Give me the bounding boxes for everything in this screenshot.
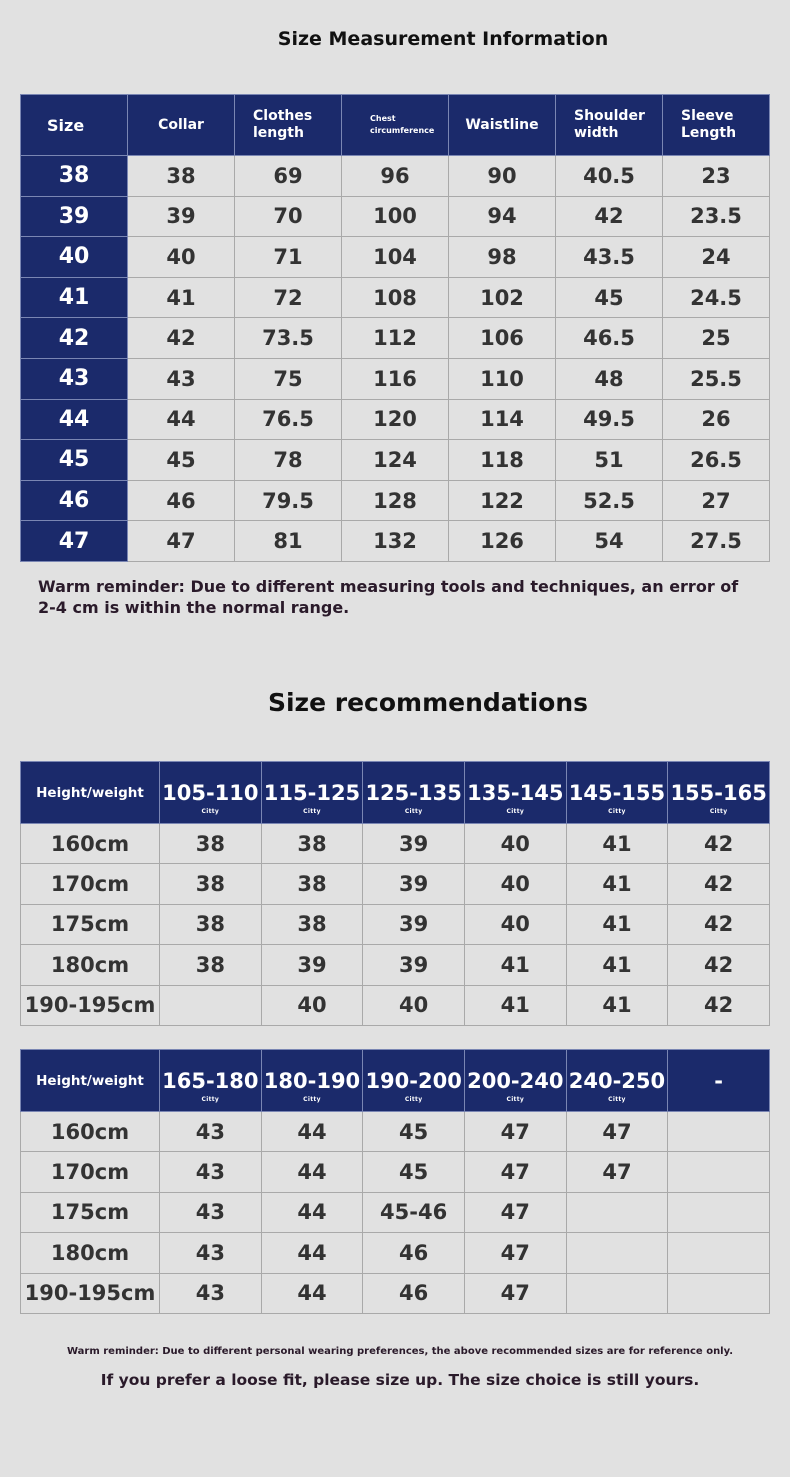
size-cell: 44 <box>21 399 128 440</box>
header-weight-range <box>160 1050 262 1112</box>
measurement-cell: 24 <box>663 237 770 278</box>
height-cell: 180cm <box>21 945 160 985</box>
measurement-cell: 126 <box>449 521 556 562</box>
measurement-cell: 52.5 <box>556 480 663 521</box>
measurement-cell: 25.5 <box>663 358 770 399</box>
recommended-size-cell: 41 <box>464 945 566 985</box>
size-recommendation-table-2 <box>20 1049 770 1314</box>
measurement-cell: 48 <box>556 358 663 399</box>
recommended-size-cell: 47 <box>464 1112 566 1152</box>
measurement-cell: 124 <box>342 440 449 481</box>
recommended-size-cell: 44 <box>261 1233 363 1273</box>
recommended-size-cell: 39 <box>363 945 465 985</box>
recommended-size-cell: 46 <box>363 1233 465 1273</box>
table-row <box>21 1152 770 1192</box>
size-up-note: If you prefer a loose fit, please size up. The size choice is still yours. <box>100 1371 700 1389</box>
measurement-cell: 102 <box>449 277 556 318</box>
measurement-cell: 79.5 <box>235 480 342 521</box>
measurement-cell: 26 <box>663 399 770 440</box>
measurement-cell: 23.5 <box>663 196 770 237</box>
table-row <box>21 904 770 944</box>
header-chest-circumference: Chest circumference <box>342 95 449 156</box>
watermark-label: Citty <box>201 1096 220 1103</box>
measurement-title: Size Measurement Information <box>277 28 609 50</box>
recommended-size-cell: 41 <box>566 904 668 944</box>
measurement-cell: 81 <box>235 521 342 562</box>
recommended-size-cell: 44 <box>261 1192 363 1232</box>
measurement-cell: 27.5 <box>663 521 770 562</box>
measurement-cell: 104 <box>342 237 449 278</box>
recommendation-reminder: Warm reminder: Due to different personal wearing preferences, the above recommended sizes are for reference only. <box>66 1346 734 1357</box>
measurement-cell: 51 <box>556 440 663 481</box>
header-waistline: Waistline <box>449 95 556 156</box>
table-row <box>21 399 770 440</box>
header-weight-range <box>363 1050 465 1112</box>
measurement-cell: 43 <box>128 358 235 399</box>
measurement-cell: 54 <box>556 521 663 562</box>
size-cell: 41 <box>21 277 128 318</box>
header-weight-range <box>261 762 363 824</box>
watermark-label: Citty <box>608 1096 626 1103</box>
measurement-cell: 100 <box>342 196 449 237</box>
measurement-cell: 71 <box>235 237 342 278</box>
measurement-cell: 76.5 <box>235 399 342 440</box>
measurement-cell: 94 <box>449 196 556 237</box>
recommended-size-cell <box>566 1233 668 1273</box>
height-cell: 175cm <box>21 904 160 944</box>
table-header-row <box>21 1050 770 1112</box>
watermark-label: Citty <box>404 1096 423 1103</box>
header-height-weight <box>21 1050 160 1112</box>
recommended-size-cell: 40 <box>464 864 566 904</box>
recommended-size-cell: 46 <box>363 1273 465 1313</box>
recommended-size-cell: 42 <box>668 864 770 904</box>
size-recommendation-table-1 <box>20 761 770 1026</box>
header-label: 115-125 <box>263 780 361 805</box>
measurement-cell: 44 <box>128 399 235 440</box>
recommended-size-cell <box>668 1233 770 1273</box>
header-label: 165-180 <box>162 1068 259 1093</box>
recommended-size-cell: 45 <box>363 1112 465 1152</box>
measurement-cell: 26.5 <box>663 440 770 481</box>
watermark-label: Citty <box>506 808 525 815</box>
header-weight-range <box>160 762 262 824</box>
table-row <box>21 277 770 318</box>
height-cell: 160cm <box>21 1112 160 1152</box>
measurement-cell: 122 <box>449 480 556 521</box>
recommended-size-cell <box>668 1192 770 1232</box>
table-row <box>21 824 770 864</box>
recommended-size-cell: 40 <box>464 904 566 944</box>
height-cell: 175cm <box>21 1192 160 1232</box>
header-height-weight <box>21 762 160 824</box>
recommended-size-cell <box>566 1192 668 1232</box>
measurement-cell: 49.5 <box>556 399 663 440</box>
recommended-size-cell: 47 <box>566 1152 668 1192</box>
height-cell: 170cm <box>21 1152 160 1192</box>
header-label: 105-110 <box>162 780 259 805</box>
recommended-size-cell: 43 <box>160 1112 262 1152</box>
recommended-size-cell: 47 <box>566 1112 668 1152</box>
measurement-cell: 40.5 <box>556 156 663 197</box>
header-label: 135-145 <box>467 780 564 805</box>
header-shoulder-width: Shoulder width <box>556 95 663 156</box>
recommended-size-cell: 38 <box>160 904 262 944</box>
header-sleeve-length: Sleeve Length <box>663 95 770 156</box>
header-label: Height/weight <box>36 1072 144 1089</box>
recommended-size-cell: 44 <box>261 1152 363 1192</box>
recommended-size-cell: 47 <box>464 1192 566 1232</box>
table-row <box>21 156 770 197</box>
header-weight-range <box>566 1050 668 1112</box>
header-weight-range <box>566 762 668 824</box>
recommended-size-cell: 47 <box>464 1273 566 1313</box>
measurement-cell: 47 <box>128 521 235 562</box>
recommended-size-cell: 43 <box>160 1273 262 1313</box>
measurement-cell: 45 <box>556 277 663 318</box>
size-cell: 42 <box>21 318 128 359</box>
measurement-cell: 41 <box>128 277 235 318</box>
recommended-size-cell: 45 <box>363 1152 465 1192</box>
measurement-cell: 114 <box>449 399 556 440</box>
measurement-cell: 116 <box>342 358 449 399</box>
size-cell: 40 <box>21 237 128 278</box>
measurement-cell: 25 <box>663 318 770 359</box>
size-cell: 46 <box>21 480 128 521</box>
measurement-cell: 128 <box>342 480 449 521</box>
measurement-cell: 112 <box>342 318 449 359</box>
recommended-size-cell: 39 <box>363 824 465 864</box>
recommended-size-cell: 42 <box>668 824 770 864</box>
recommended-size-cell: 39 <box>363 864 465 904</box>
recommended-size-cell: 38 <box>261 824 363 864</box>
recommended-size-cell: 38 <box>160 824 262 864</box>
recommended-size-cell: 40 <box>261 985 363 1025</box>
header-weight-range <box>464 1050 566 1112</box>
table-row <box>21 1112 770 1152</box>
header-collar: Collar <box>128 95 235 156</box>
recommended-size-cell: 42 <box>668 945 770 985</box>
measurement-cell: 45 <box>128 440 235 481</box>
table-row <box>21 864 770 904</box>
recommended-size-cell: 42 <box>668 904 770 944</box>
header-label: 200-240 <box>467 1068 564 1093</box>
size-cell: 39 <box>21 196 128 237</box>
measurement-cell: 38 <box>128 156 235 197</box>
measurement-cell: 43.5 <box>556 237 663 278</box>
measurement-cell: 27 <box>663 480 770 521</box>
measurement-cell: 46.5 <box>556 318 663 359</box>
measurement-cell: 106 <box>449 318 556 359</box>
table-row <box>21 1233 770 1273</box>
table-row <box>21 985 770 1025</box>
recommended-size-cell: 41 <box>566 985 668 1025</box>
header-weight-range <box>363 762 465 824</box>
measurement-cell: 42 <box>556 196 663 237</box>
recommended-size-cell: 41 <box>464 985 566 1025</box>
header-label: 180-190 <box>263 1068 361 1093</box>
header-label: 240-250 <box>568 1068 666 1093</box>
size-cell: 38 <box>21 156 128 197</box>
watermark-label: Citty <box>506 1096 525 1103</box>
measurement-cell: 90 <box>449 156 556 197</box>
recommended-size-cell <box>668 1273 770 1313</box>
size-cell: 43 <box>21 358 128 399</box>
header-clothes-length: Clothes length <box>235 95 342 156</box>
header-label: Height/weight <box>36 784 144 801</box>
table-row <box>21 480 770 521</box>
measurement-cell: 132 <box>342 521 449 562</box>
watermark-label: Citty <box>303 808 321 815</box>
recommended-size-cell <box>668 1152 770 1192</box>
table-row <box>21 945 770 985</box>
measurement-cell: 98 <box>449 237 556 278</box>
measurement-cell: 24.5 <box>663 277 770 318</box>
header-weight-range <box>261 1050 363 1112</box>
measurement-reminder: Warm reminder: Due to different measuring tools and techniques, an error of 2-4 cm is within the normal range. <box>38 577 739 617</box>
table-row <box>21 440 770 481</box>
measurement-cell: 110 <box>449 358 556 399</box>
measurement-cell: 70 <box>235 196 342 237</box>
header-label: 145-155 <box>568 780 666 805</box>
watermark-label: Citty <box>201 808 220 815</box>
header-weight-range <box>668 762 770 824</box>
header-label: - <box>714 1068 723 1093</box>
watermark-label: Citty <box>709 808 728 815</box>
measurement-cell: 42 <box>128 318 235 359</box>
recommended-size-cell <box>668 1112 770 1152</box>
height-cell: 170cm <box>21 864 160 904</box>
recommended-size-cell: 45-46 <box>363 1192 465 1232</box>
measurement-cell: 73.5 <box>235 318 342 359</box>
measurement-cell: 78 <box>235 440 342 481</box>
recommended-size-cell: 38 <box>160 945 262 985</box>
recommended-size-cell: 38 <box>261 864 363 904</box>
table-header-row <box>21 95 770 156</box>
measurement-cell: 96 <box>342 156 449 197</box>
recommended-size-cell: 41 <box>566 945 668 985</box>
recommended-size-cell: 44 <box>261 1112 363 1152</box>
size-measurement-table <box>20 94 770 562</box>
measurement-cell: 39 <box>128 196 235 237</box>
recommended-size-cell: 38 <box>261 904 363 944</box>
table-row <box>21 318 770 359</box>
measurement-cell: 108 <box>342 277 449 318</box>
measurement-cell: 46 <box>128 480 235 521</box>
recommended-size-cell: 41 <box>566 824 668 864</box>
height-cell: 190-195cm <box>21 1273 160 1313</box>
recommended-size-cell: 43 <box>160 1233 262 1273</box>
measurement-cell: 23 <box>663 156 770 197</box>
measurement-cell: 120 <box>342 399 449 440</box>
watermark-label: Citty <box>303 1096 321 1103</box>
table-row <box>21 521 770 562</box>
measurement-cell: 40 <box>128 237 235 278</box>
recommended-size-cell: 42 <box>668 985 770 1025</box>
watermark-label: Citty <box>404 808 423 815</box>
recommended-size-cell: 38 <box>160 864 262 904</box>
header-label: 190-200 <box>365 1068 462 1093</box>
height-cell: 180cm <box>21 1233 160 1273</box>
recommended-size-cell: 41 <box>566 864 668 904</box>
measurement-cell: 72 <box>235 277 342 318</box>
watermark-label: Citty <box>608 808 626 815</box>
recommended-size-cell: 43 <box>160 1192 262 1232</box>
recommended-size-cell: 40 <box>363 985 465 1025</box>
size-cell: 45 <box>21 440 128 481</box>
table-row <box>21 196 770 237</box>
recommended-size-cell: 47 <box>464 1152 566 1192</box>
header-size: Size <box>21 95 128 156</box>
table-row <box>21 237 770 278</box>
recommended-size-cell <box>160 985 262 1025</box>
recommended-size-cell <box>566 1273 668 1313</box>
table-row <box>21 358 770 399</box>
recommended-size-cell: 43 <box>160 1152 262 1192</box>
measurement-cell: 69 <box>235 156 342 197</box>
measurement-cell: 75 <box>235 358 342 399</box>
header-label: 155-165 <box>670 780 767 805</box>
recommended-size-cell: 47 <box>464 1233 566 1273</box>
height-cell: 160cm <box>21 824 160 864</box>
header-label: 125-135 <box>365 780 462 805</box>
recommended-size-cell: 44 <box>261 1273 363 1313</box>
recommended-size-cell: 40 <box>464 824 566 864</box>
recommended-size-cell: 39 <box>363 904 465 944</box>
measurement-cell: 118 <box>449 440 556 481</box>
table-header-row <box>21 762 770 824</box>
height-cell: 190-195cm <box>21 985 160 1025</box>
header-weight-range <box>464 762 566 824</box>
table-row <box>21 1273 770 1313</box>
recommendations-title: Size recommendations <box>267 688 589 717</box>
header-weight-range <box>668 1050 770 1112</box>
table-row <box>21 1192 770 1232</box>
size-cell: 47 <box>21 521 128 562</box>
recommended-size-cell: 39 <box>261 945 363 985</box>
